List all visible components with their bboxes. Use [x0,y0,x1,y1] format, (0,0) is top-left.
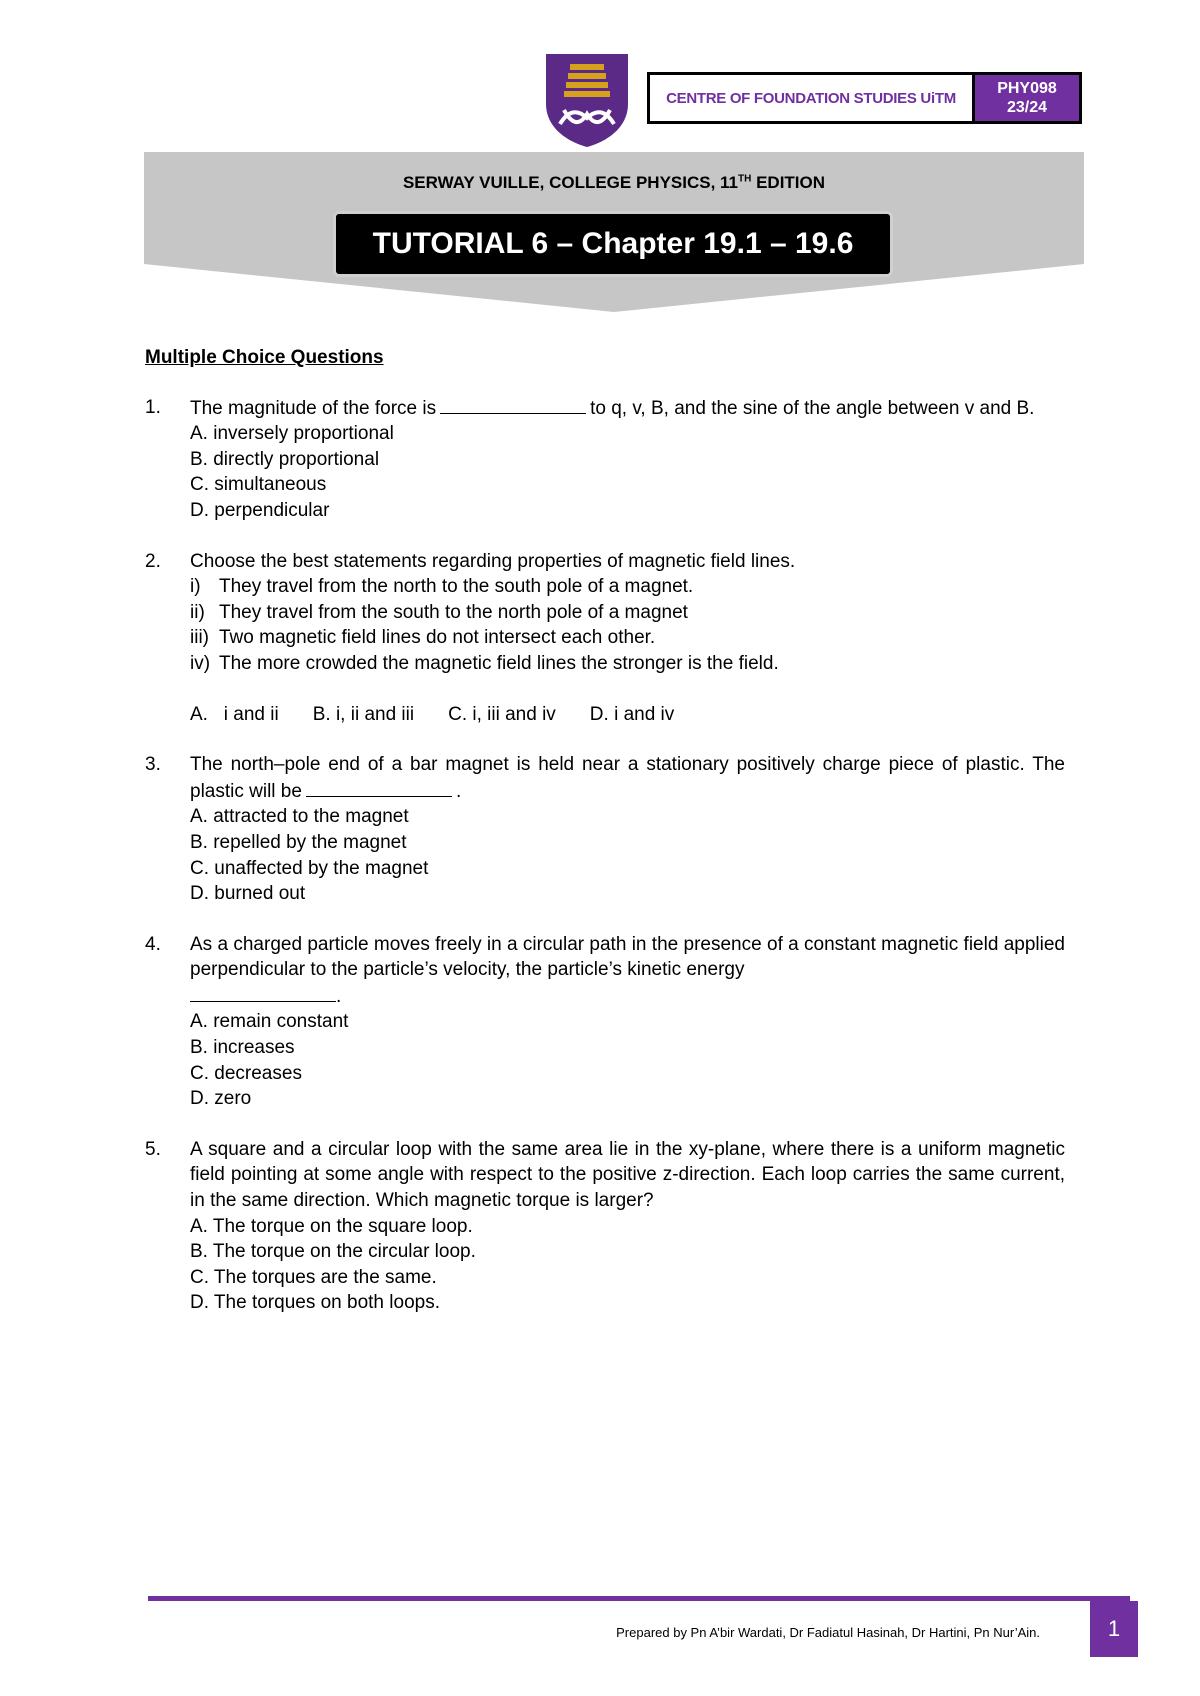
option: C. The torques are the same. [190,1266,437,1288]
answer-blank [440,395,586,414]
option: C. simultaneous [190,474,327,496]
question-stem: The north–pole end of a bar magnet is held near a stationary positively charge piece of plastic. The plastic will be . [190,754,1065,802]
centre-name: CENTRE OF FOUNDATION STUDIES UiTM [650,75,975,121]
option: A. inversely proportional [190,423,394,445]
option: B. repelled by the magnet [190,831,407,853]
question-stem: Choose the best statements regarding properties of magnetic field lines. [190,550,796,572]
option: A. The torque on the square loop. [190,1215,473,1237]
question-5 [145,1137,1065,1316]
question-number: 4. [145,933,161,955]
option: B. The torque on the circular loop. [190,1241,476,1263]
course-code: PHY098 [997,80,1057,97]
option: C. unaffected by the magnet [190,857,429,879]
question-number: 2. [145,550,161,572]
section-title: Multiple Choice Questions [145,347,384,368]
question-stem: The magnitude of the force is to q, v, B, and the sine of the angle between v and B. [190,395,1065,422]
option: D. perpendicular [190,499,330,521]
question-2 [145,549,1065,728]
option: D. i and iv [589,703,675,725]
statement: iii) Two magnetic field lines do not intersect each other. [190,627,656,649]
uitm-logo [542,52,632,148]
question-1 [145,395,1065,524]
answer-blank [306,778,452,797]
option: A. attracted to the magnet [190,806,409,828]
tutorial-title: TUTORIAL 6 – Chapter 19.1 – 19.6 [333,211,893,277]
option: D. The torques on both loops. [190,1292,440,1314]
question-number: 3. [145,754,161,776]
page-number: 1 [1090,1601,1138,1657]
option: A. i and ii [190,703,279,725]
session: 23/24 [1006,99,1048,116]
question-3 [145,752,1065,907]
statement: ii) They travel from the south to the north pole of a magnet [190,601,688,623]
statement: iv) The more crowded the magnetic field lines the stronger is the field. [190,652,779,674]
answer-choices [190,702,1065,728]
option: B. directly proportional [190,448,380,470]
prepared-by: Prepared by Pn A’bir Wardati, Dr Fadiatul Hasinah, Dr Hartini, Pn Nur’Ain. [616,1625,1040,1640]
answer-blank-line: . [190,983,1065,1010]
question-stem: A square and a circular loop with the same area lie in the xy-plane, where there is a uniform magnetic field pointing at some angle with respect to the positive z-direction. Each loop carries the same current, in the same direction. Which magnetic torque is larger? [190,1138,1065,1212]
option: D. burned out [190,883,306,905]
question-4 [145,932,1065,1112]
question-stem: As a charged particle moves freely in a circular path in the presence of a constant magnetic field applied perpendicular to the particle’s velocity, the particle’s kinetic energy [190,933,1065,981]
centre-header-box [647,72,1082,124]
textbook-subtitle: SERWAY VUILLE, COLLEGE PHYSICS, 11TH EDITION [402,173,826,192]
option: C. decreases [190,1062,302,1084]
answer-blank [190,983,336,1002]
option: B. i, ii and iii [312,703,415,725]
question-number: 1. [145,396,161,418]
course-code-box [975,75,1079,121]
statement: i) They travel from the north to the south pole of a magnet. [190,576,694,598]
option: A. remain constant [190,1011,349,1033]
option: C. i, iii and iv [448,703,556,725]
option: B. increases [190,1037,295,1059]
question-content [145,345,1065,1341]
footer-divider [148,1596,1130,1601]
question-number: 5. [145,1138,161,1160]
option: D. zero [190,1088,252,1110]
